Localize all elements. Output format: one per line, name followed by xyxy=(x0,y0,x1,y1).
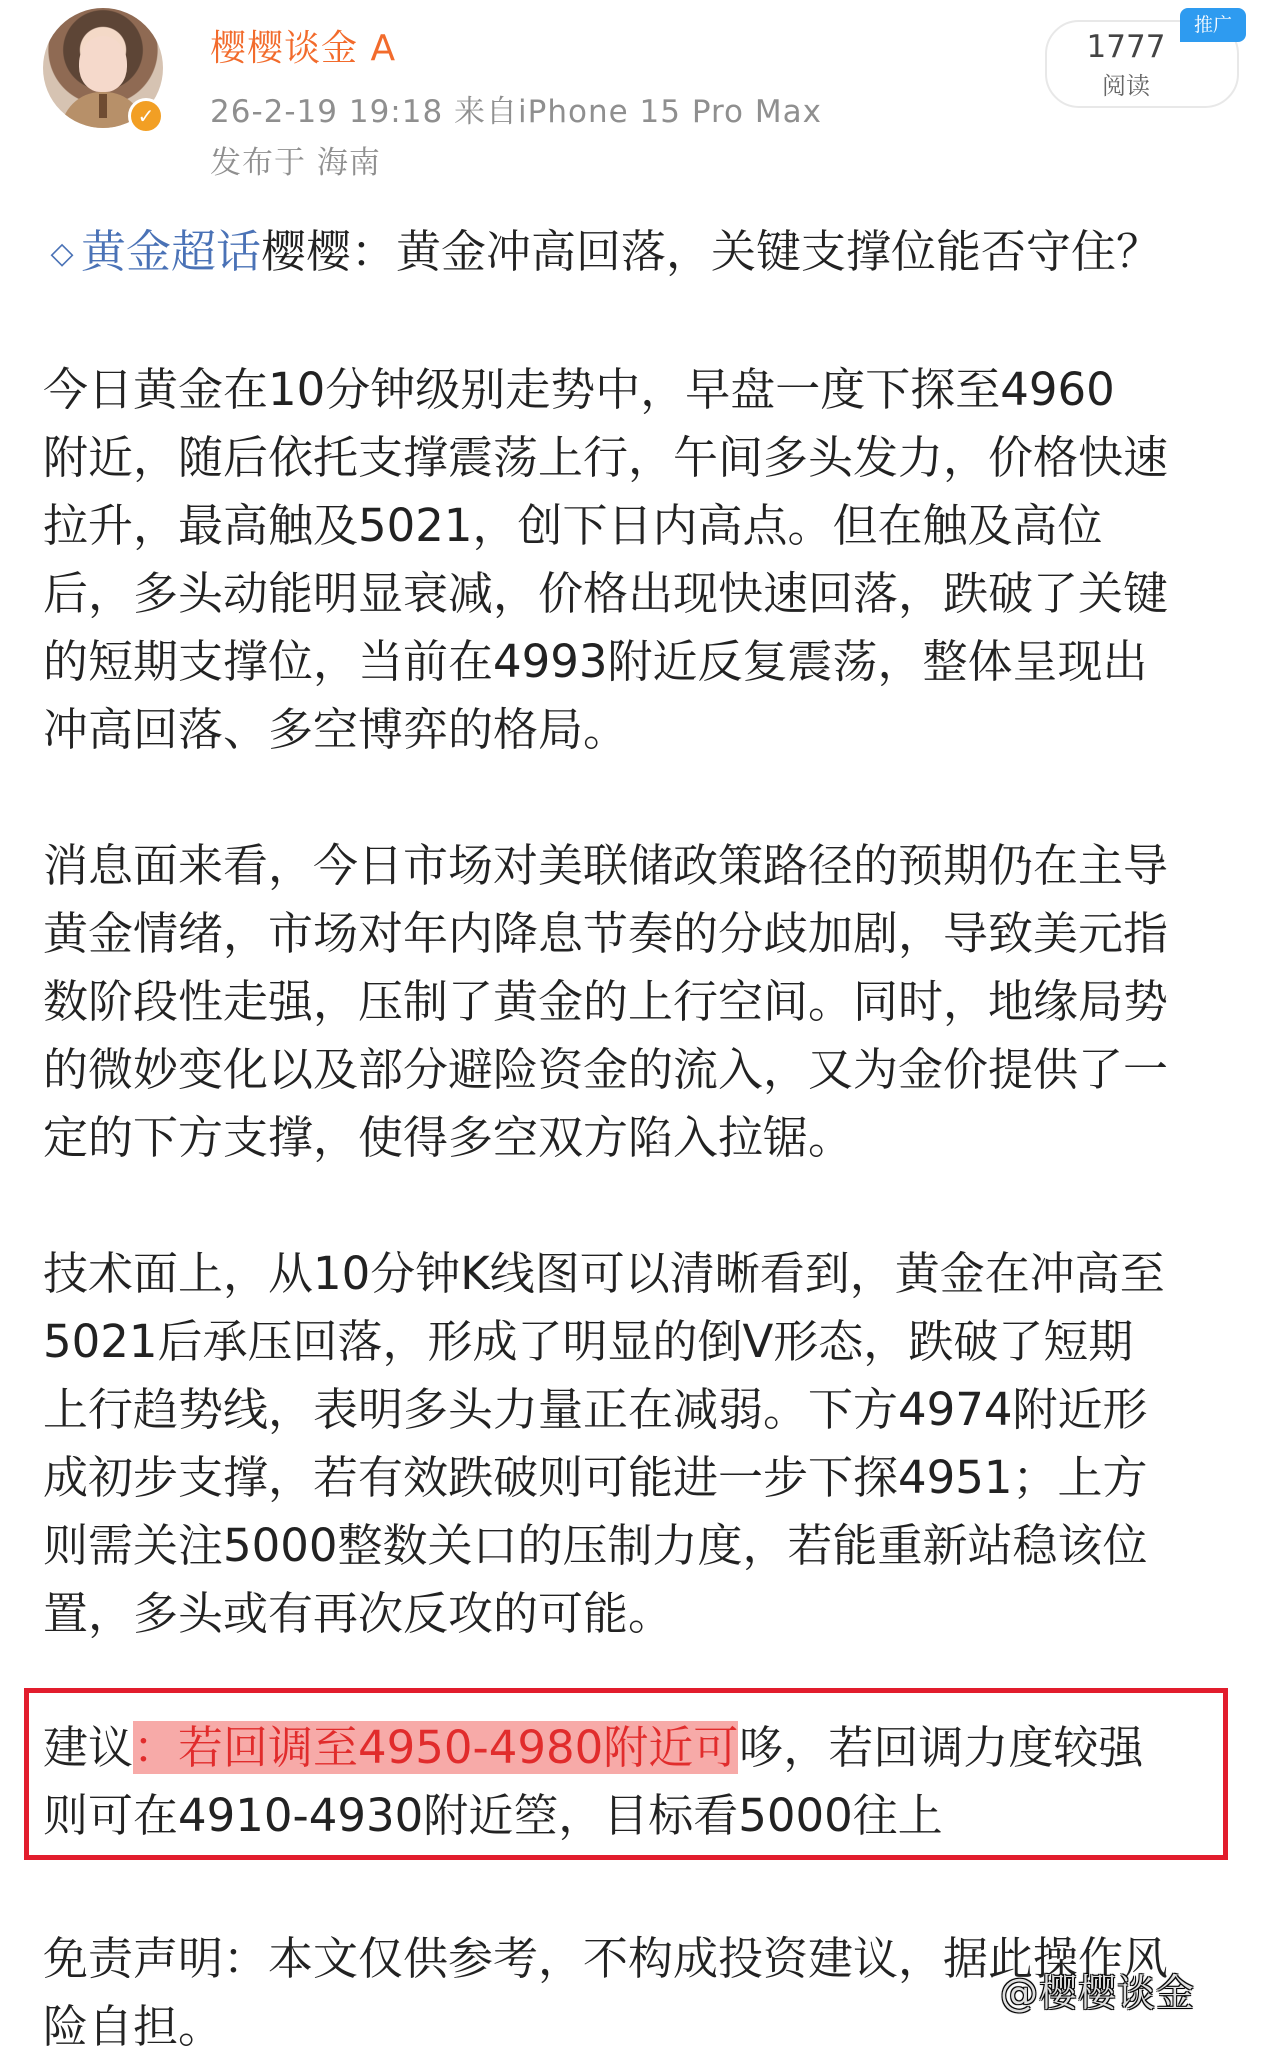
watermark: @樱樱谈金 xyxy=(1000,1971,1196,2015)
diamond-icon: ◇ xyxy=(50,236,74,271)
advice-line-1 xyxy=(43,1714,1231,1782)
advice-highlight-text: 若回调至4950-4980附近可 xyxy=(178,1721,739,1774)
paragraph-line: 黄金情绪，市场对年内降息节奏的分歧加剧，导致美元指 xyxy=(43,907,1169,960)
disclaimer-line: 免责声明：本文仅供参考，不构成投资建议，据此操作风 xyxy=(43,1932,1169,1985)
paragraph-line: 数阶段性走强，压制了黄金的上行空间。同时，地缘局势 xyxy=(43,975,1169,1028)
paragraph-line: 的微妙变化以及部分避险资金的流入，又为金价提供了一 xyxy=(43,1043,1169,1096)
paragraph-news xyxy=(43,832,1231,1172)
post-content xyxy=(43,218,1231,1648)
promo-tag: 推广 xyxy=(1180,8,1246,42)
paragraph-line: 5021后承压回落，形成了明显的倒V形态，跌破了短期 xyxy=(43,1315,1134,1368)
topic-line xyxy=(43,218,1231,288)
advice-rest-line1: 哆，若回调力度较强 xyxy=(738,1721,1144,1774)
paragraph-line: 消息面来看，今日市场对美联储政策路径的预期仍在主导 xyxy=(43,839,1169,892)
username[interactable]: 樱樱谈金 A xyxy=(210,28,397,69)
advice-section xyxy=(43,1714,1231,1850)
topic-link[interactable]: 黄金超话 xyxy=(81,225,262,278)
paragraph-line: 成初步支撑，若有效跌破则可能进一步下探4951；上方 xyxy=(43,1451,1148,1504)
advice-prefix: 建议 xyxy=(43,1721,134,1774)
advice-line-2: 则可在4910-4930附近箜，目标看5000往上 xyxy=(43,1789,943,1842)
post-location: 发布于 海南 xyxy=(210,145,381,181)
post-header xyxy=(0,0,1280,190)
paragraph-line: 附近，随后依托支撑震荡上行，午间多头发力，价格快速 xyxy=(43,431,1169,484)
avatar-tie xyxy=(99,94,107,118)
paragraph-technical xyxy=(43,1240,1231,1648)
paragraph-line: 则需关注5000整数关口的压制力度，若能重新站稳该位 xyxy=(43,1519,1148,1572)
paragraph-line: 上行趋势线，表明多头力量正在减弱。下方4974附近形 xyxy=(43,1383,1148,1436)
paragraph-market-summary xyxy=(43,356,1231,764)
paragraph-line: 置，多头或有再次反攻的可能。 xyxy=(43,1587,674,1640)
paragraph-line: 定的下方支撑，使得多空双方陷入拉锯。 xyxy=(43,1111,854,1164)
avatar-face xyxy=(79,36,127,92)
paragraph-line: 后，多头动能明显衰减，价格出现快速回落，跌破了关键 xyxy=(43,567,1169,620)
read-count: 1777 xyxy=(1086,29,1166,65)
paragraph-line: 的短期支撑位，当前在4993附近反复震荡，整体呈现出 xyxy=(43,635,1148,688)
post-title: 樱樱：黄金冲高回落，关键支撑位能否守住？ xyxy=(261,225,1162,278)
verified-badge-icon: ✓ xyxy=(128,98,164,134)
paragraph-line: 今日黄金在10分钟级别走势中，早盘一度下探至4960 xyxy=(43,363,1115,416)
paragraph-line: 冲高回落、多空博弈的格局。 xyxy=(43,703,629,756)
paragraph-line: 拉升，最高触及5021，创下日内高点。但在触及高位 xyxy=(43,499,1103,552)
advice-highlight-colon: ： xyxy=(133,1721,179,1774)
read-label: 阅读 xyxy=(1102,72,1150,100)
post-meta: 26-2-19 19:18 来自iPhone 15 Pro Max xyxy=(210,94,822,130)
disclaimer-line: 险自担。 xyxy=(43,2000,224,2053)
paragraph-line: 技术面上，从10分钟K线图可以清晰看到，黄金在冲高至 xyxy=(43,1247,1165,1300)
